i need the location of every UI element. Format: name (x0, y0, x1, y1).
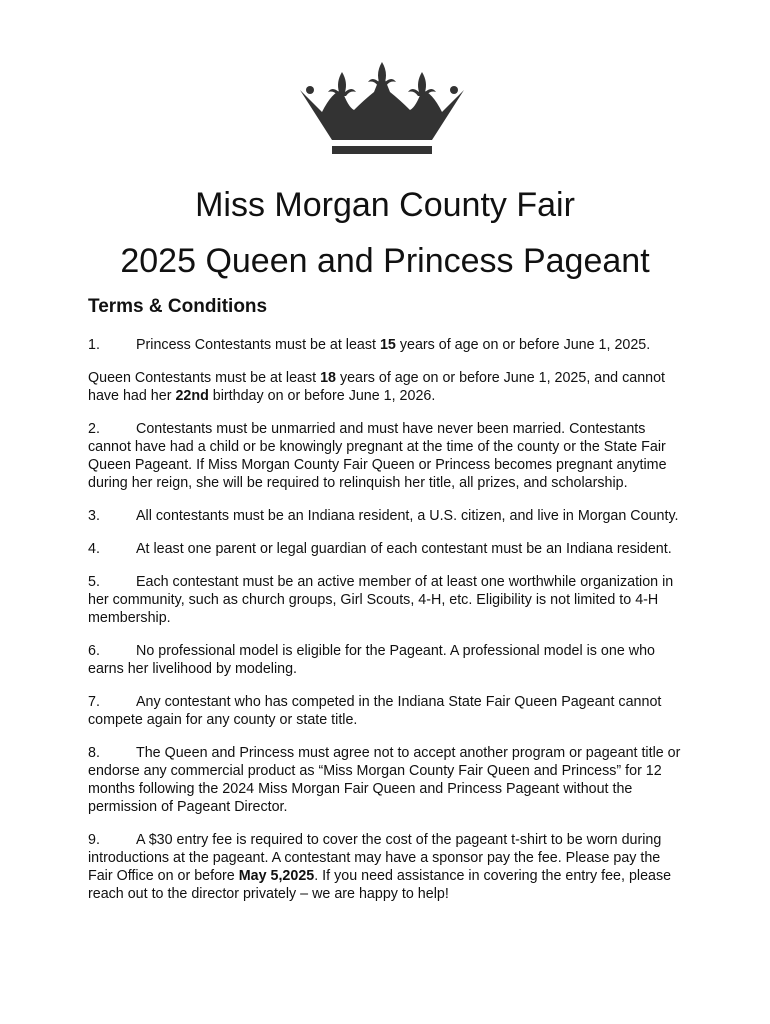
term-9 (88, 831, 682, 903)
bold-text: May 5,2025 (238, 868, 315, 884)
text: Any contestant who has competed in the Indiana State Fair Queen Pageant cannot compete again for any county or state title. (88, 694, 662, 728)
section-heading: Terms & Conditions (88, 296, 268, 317)
terms-list (88, 336, 682, 918)
term-number: 9. (88, 832, 100, 848)
text: years of age on or before June 1, 2025, and cannot have had her (88, 370, 666, 404)
bold-text: 15 (379, 337, 396, 353)
text: Queen Contestants must be at least (88, 370, 321, 386)
bold-text: 22nd (175, 388, 209, 404)
text: A $30 entry fee is required to cover the cost of the pageant t-shirt to be worn during introductions at the pageant. A contestant may have a sponsor pay the fee. Please pay the Fair Office on or before (88, 832, 662, 884)
text: Princess Contestants must be at least (136, 337, 380, 353)
term-7 (88, 693, 682, 729)
term-2 (88, 420, 682, 492)
term-number: 2. (88, 421, 100, 437)
text: The Queen and Princess must agree not to accept another program or pageant title or endorse any commercial product as “Miss Morgan County Fair Queen and Princess” for 12 months following the 2024 Miss Morgan Fair Queen and Princess Pageant without the permission of Pageant Director. (88, 745, 681, 815)
term-number: 5. (88, 574, 100, 590)
title-line-2: 2025 Queen and Princess Pageant (120, 242, 650, 280)
term-number: 1. (88, 337, 100, 353)
text: Contestants must be unmarried and must have never been married. Contestants cannot have had a child or be knowingly pregnant at the time of the county or the State Fair Queen Pageant. If Miss Morgan County Fair Queen or Princess becomes pregnant anytime during her reign, she will be required to relinquish her title, all prizes, and scholarship. (88, 421, 667, 491)
term-4 (88, 540, 682, 558)
term-8 (88, 744, 682, 816)
text: No professional model is eligible for the Pageant. A professional model is one who earns her livelihood by modeling. (88, 643, 655, 677)
title-line-1: Miss Morgan County Fair (195, 186, 575, 224)
term-number: 8. (88, 745, 100, 761)
text: All contestants must be an Indiana resident, a U.S. citizen, and live in Morgan County. (136, 508, 679, 524)
term-6 (88, 642, 682, 678)
term-number: 7. (88, 694, 100, 710)
term-5 (88, 573, 682, 627)
term-number: 3. (88, 508, 100, 524)
text: Each contestant must be an active member of at least one worthwhile organization in her community, such as church groups, Girl Scouts, 4-H, etc. Eligibility is not limited to 4-H membership. (88, 574, 674, 626)
bold-text: 18 (320, 370, 336, 386)
text: birthday on or before June 1, 2026. (208, 388, 436, 404)
term-1-queen (88, 369, 682, 405)
text: At least one parent or legal guardian of each contestant must be an Indiana resident. (136, 541, 672, 557)
term-3 (88, 507, 682, 525)
crown-icon (292, 62, 472, 157)
term-number: 4. (88, 541, 100, 557)
text: . If you need assistance in covering the entry fee, please reach out to the director privately – we are happy to help! (88, 868, 672, 902)
term-number: 6. (88, 643, 100, 659)
term-1 (88, 336, 682, 354)
text: years of age on or before June 1, 2025. (395, 337, 651, 353)
